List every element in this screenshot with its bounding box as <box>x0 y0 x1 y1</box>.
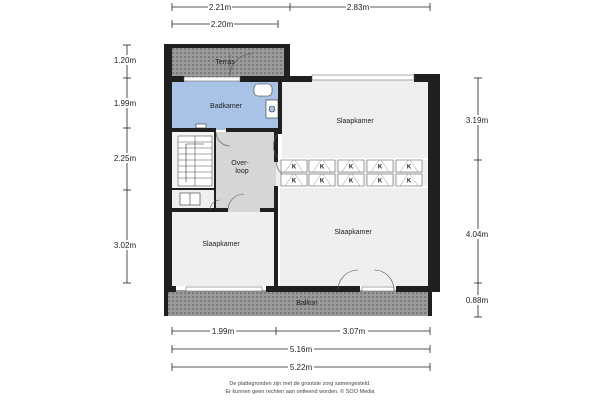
dim-right-2: 4.04m <box>465 230 489 239</box>
cupboard-label: K <box>319 178 325 185</box>
dim-left-3: 2.25m <box>113 154 137 163</box>
cupboard-label: K <box>348 178 354 185</box>
label-slaapkamer-top: Slaapkamer <box>336 118 374 125</box>
cupboard-label: K <box>291 164 297 171</box>
dim-top-2: 2.83m <box>346 3 370 12</box>
cupboard-label: K <box>377 164 383 171</box>
cupboard-label: K <box>377 178 383 185</box>
dim-left-4: 3.02m <box>113 241 137 250</box>
cupboard-label: K <box>406 164 412 171</box>
dim-top-1: 2.21m <box>208 3 232 12</box>
footer-line-2: Er kunnen geen rechten aan ontleend worden. © SOO Media <box>225 389 375 395</box>
dim-bottom-total-2: 5.22m <box>289 363 313 372</box>
cupboard-label: K <box>406 178 412 185</box>
dim-right-3: 0.88m <box>465 296 489 305</box>
staircase <box>178 136 212 186</box>
dim-bottom-total-1: 5.16m <box>289 345 313 354</box>
dim-bottom-2: 3.07m <box>342 327 366 336</box>
label-balkon: Balkon <box>296 300 318 307</box>
dim-top-inner: 2.20m <box>210 20 234 29</box>
label-slaapkamer-left: Slaapkamer <box>202 241 240 248</box>
label-overloop-1: Over- <box>231 160 249 167</box>
dim-bottom-1: 1.99m <box>211 327 235 336</box>
closet-fixture <box>180 193 200 205</box>
cupboard-label: K <box>291 178 297 185</box>
footer-line-1: De plattegronden zijn met de grootste zorg samengesteld. <box>229 381 371 387</box>
label-terras: Terras <box>215 59 235 66</box>
slaapkamer-right-area <box>280 188 428 286</box>
cupboard-label: K <box>319 164 325 171</box>
dim-left-1: 1.20m <box>113 56 137 65</box>
label-badkamer: Badkamer <box>210 103 242 110</box>
slaapkamer-left-area <box>172 212 274 286</box>
cupboard-label: K <box>348 164 354 171</box>
dim-left-2: 1.99m <box>113 99 137 108</box>
label-slaapkamer-right: Slaapkamer <box>334 229 372 236</box>
label-overloop-2: loop <box>235 168 249 175</box>
dim-right-1: 3.19m <box>465 116 489 125</box>
